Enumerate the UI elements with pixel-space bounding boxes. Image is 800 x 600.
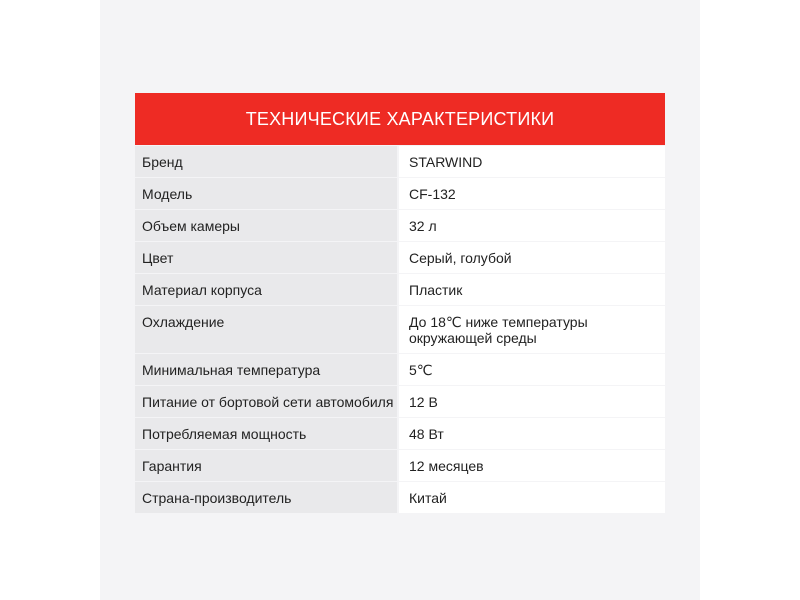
spec-label: Материал корпуса xyxy=(135,274,397,305)
spec-row-power-supply xyxy=(135,386,665,417)
spec-value: 5℃ xyxy=(399,354,665,385)
spec-label: Потребляемая мощность xyxy=(135,418,397,449)
page-panel xyxy=(100,0,700,600)
spec-label: Бренд xyxy=(135,146,397,177)
spec-row-warranty xyxy=(135,450,665,481)
spec-label: Страна-производитель xyxy=(135,482,397,513)
spec-value: 32 л xyxy=(399,210,665,241)
spec-row-volume xyxy=(135,210,665,241)
spec-label: Питание от бортовой сети автомобиля xyxy=(135,386,397,417)
spec-label: Модель xyxy=(135,178,397,209)
spec-label: Охлаждение xyxy=(135,306,397,353)
spec-value: CF-132 xyxy=(399,178,665,209)
spec-row-model xyxy=(135,178,665,209)
spec-table xyxy=(135,93,665,514)
spec-value: STARWIND xyxy=(399,146,665,177)
spec-value: Серый, голубой xyxy=(399,242,665,273)
spec-row-country xyxy=(135,482,665,513)
spec-row-color xyxy=(135,242,665,273)
spec-row-brand xyxy=(135,146,665,177)
spec-row-power xyxy=(135,418,665,449)
spec-label: Гарантия xyxy=(135,450,397,481)
spec-value: 12 В xyxy=(399,386,665,417)
spec-table-title: ТЕХНИЧЕСКИЕ ХАРАКТЕРИСТИКИ xyxy=(135,93,665,145)
spec-value: До 18℃ ниже температуры окружающей среды xyxy=(399,306,665,353)
spec-value: Китай xyxy=(399,482,665,513)
spec-value: 48 Вт xyxy=(399,418,665,449)
spec-row-material xyxy=(135,274,665,305)
spec-value: 12 месяцев xyxy=(399,450,665,481)
spec-label: Объем камеры xyxy=(135,210,397,241)
spec-value: Пластик xyxy=(399,274,665,305)
spec-row-cooling xyxy=(135,306,665,353)
spec-label: Цвет xyxy=(135,242,397,273)
spec-row-min-temp xyxy=(135,354,665,385)
spec-label: Минимальная температура xyxy=(135,354,397,385)
